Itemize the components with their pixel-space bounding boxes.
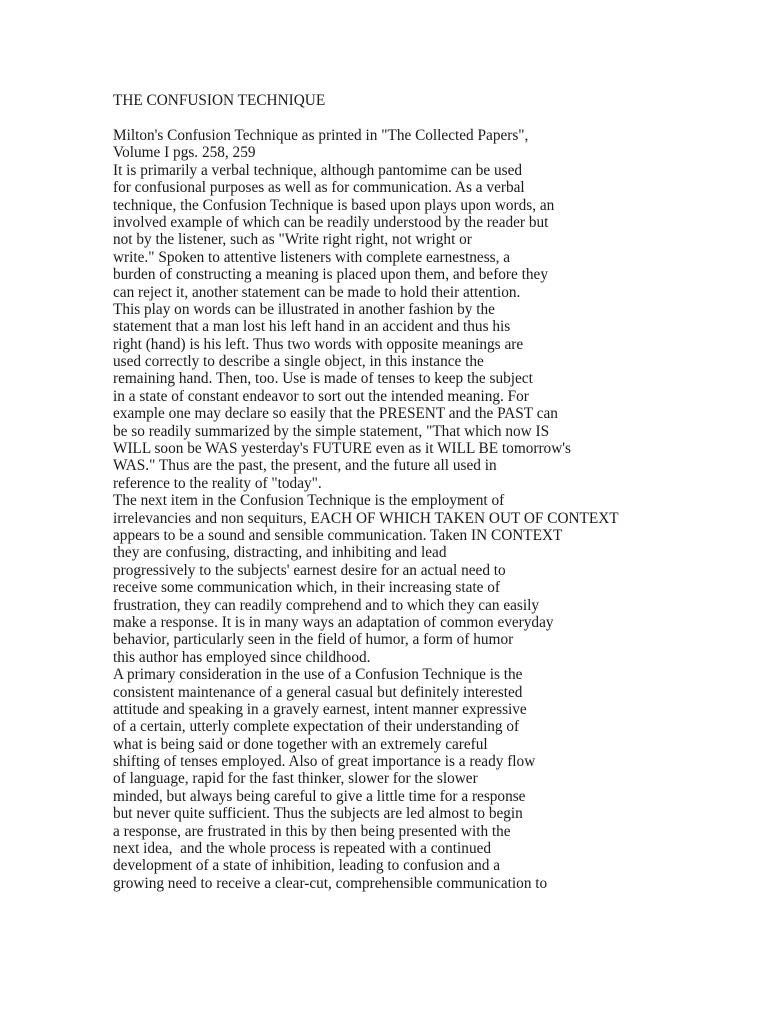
text-line: It is primarily a verbal technique, although pantomime can be used xyxy=(113,161,523,179)
text-line: statement that a man lost his left hand in an accident and thus his xyxy=(113,318,511,336)
text-line: in a state of constant endeavor to sort out the intended meaning. For xyxy=(113,387,529,405)
text-line: they are confusing, distracting, and inhibiting and lead xyxy=(113,544,447,562)
text-line: can reject it, another statement can be made to hold their attention. xyxy=(113,283,521,301)
text-line: next idea, and the whole process is repeated with a continued xyxy=(113,840,492,858)
text-line: of language, rapid for the fast thinker, slower for the slower xyxy=(113,770,478,788)
text-line: development of a state of inhibition, leading to confusion and a xyxy=(113,857,501,875)
text-line: A primary consideration in the use of a Confusion Technique is the xyxy=(113,666,523,684)
text-line: make a response. It is in many ways an adaptation of common everyday xyxy=(113,613,554,631)
text-line: WAS." Thus are the past, the present, and the future all used in xyxy=(113,457,497,475)
text-line: irrelevancies and non sequiturs, EACH OF WHICH TAKEN OUT OF CONTEXT xyxy=(113,509,619,527)
text-line: not by the listener, such as "Write right right, not wright or xyxy=(113,231,472,249)
text-line: used correctly to describe a single object, in this instance the xyxy=(113,353,484,371)
text-line: remaining hand. Then, too. Use is made of tenses to keep the subject xyxy=(113,370,533,388)
text-line: technique, the Confusion Technique is based upon plays upon words, an xyxy=(113,196,555,214)
text-line: Milton's Confusion Technique as printed in "The Collected Papers", xyxy=(113,127,529,144)
text-line: write." Spoken to attentive listeners with complete earnestness, a xyxy=(113,248,511,266)
text-line: example one may declare so easily that the PRESENT and the PAST can xyxy=(113,405,558,423)
text-line: for confusional purposes as well as for communication. As a verbal xyxy=(113,179,525,197)
text-line: be so readily summarized by the simple statement, "That which now IS xyxy=(113,422,550,440)
text-line: shifting of tenses employed. Also of great importance is a ready flow xyxy=(113,753,536,771)
text-line: Volume I pgs. 258, 259 xyxy=(113,144,256,162)
text-line: of a certain, utterly complete expectation of their understanding of xyxy=(113,718,520,736)
text-line: growing need to receive a clear-cut, comprehensible communication to xyxy=(113,874,548,892)
text-line: The next item in the Confusion Technique is the employment of xyxy=(113,492,505,510)
text-line: behavior, particularly seen in the field of humor, a form of humor xyxy=(113,631,514,649)
document-title: THE CONFUSION TECHNIQUE xyxy=(113,92,326,109)
text-line: this author has employed since childhood. xyxy=(113,648,371,666)
text-line: what is being said or done together with an extremely careful xyxy=(113,735,488,753)
text-line: WILL soon be WAS yesterday's FUTURE even as it WILL BE tomorrow's xyxy=(113,440,571,458)
text-line: reference to the reality of "today". xyxy=(113,474,322,492)
document-body xyxy=(113,127,619,892)
text-line: This play on words can be illustrated in another fashion by the xyxy=(113,300,495,318)
text-line: a response, are frustrated in this by then being presented with the xyxy=(113,822,511,840)
text-line: frustration, they can readily comprehend and to which they can easily xyxy=(113,596,540,614)
text-line: burden of constructing a meaning is placed upon them, and before they xyxy=(113,266,548,284)
text-line: minded, but always being careful to give a little time for a response xyxy=(113,787,526,805)
text-line: progressively to the subjects' earnest desire for an actual need to xyxy=(113,561,506,579)
text-line: attitude and speaking in a gravely earnest, intent manner expressive xyxy=(113,700,527,718)
text-line: consistent maintenance of a general casual but definitely interested xyxy=(113,683,523,701)
text-line: receive some communication which, in their increasing state of xyxy=(113,579,500,597)
text-line: right (hand) is his left. Thus two words with opposite meanings are xyxy=(113,335,524,353)
text-line: appears to be a sound and sensible communication. Taken IN CONTEXT xyxy=(113,526,563,544)
text-line: but never quite sufficient. Thus the subjects are led almost to begin xyxy=(113,805,523,823)
text-line: involved example of which can be readily understood by the reader but xyxy=(113,213,549,231)
